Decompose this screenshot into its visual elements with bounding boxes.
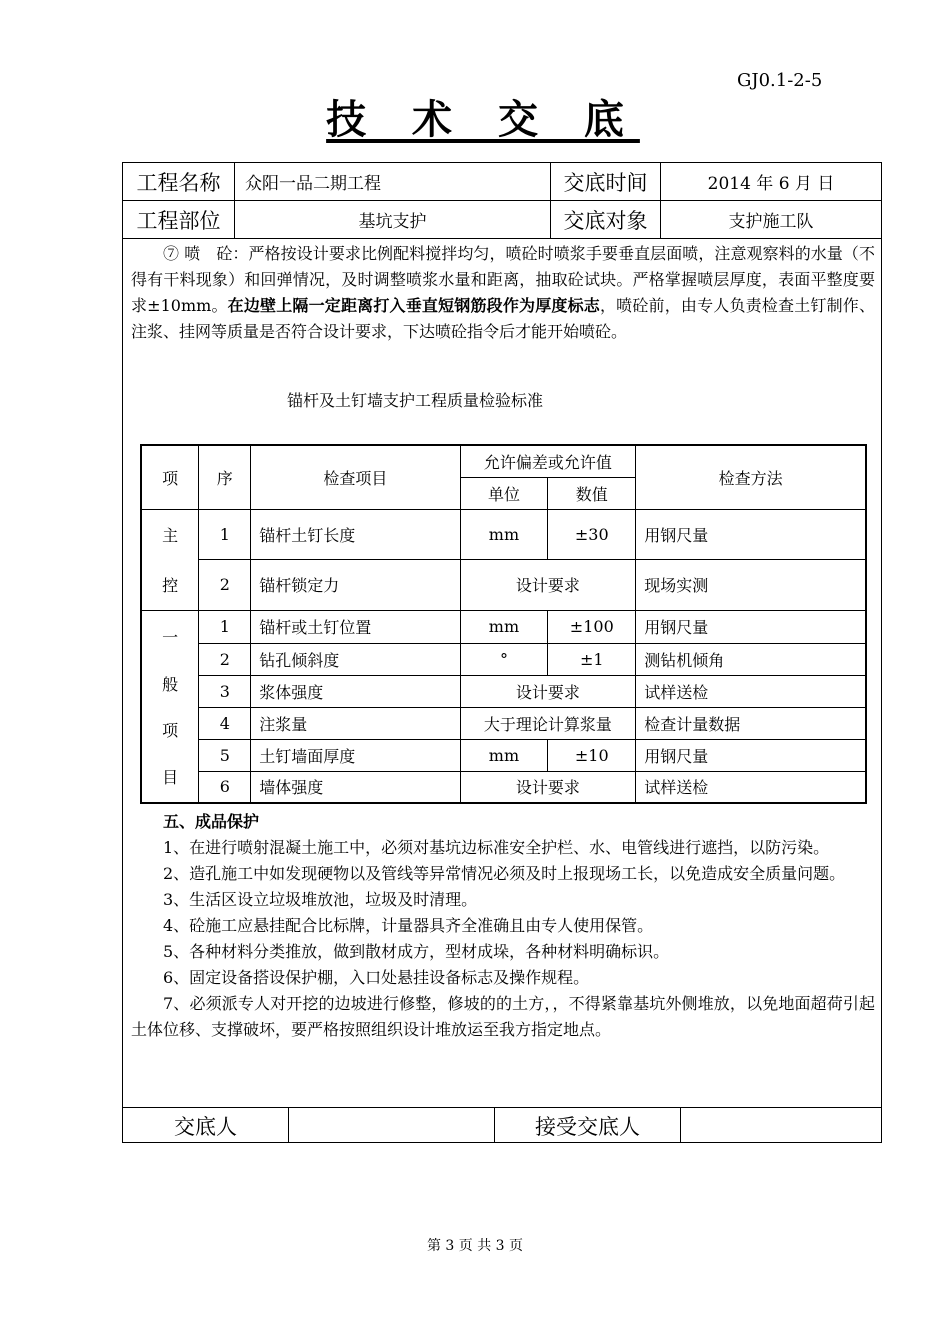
giver-signature-field[interactable] [289, 1108, 495, 1143]
row-seq: 3 [199, 675, 251, 707]
protection-item: 5、各种材料分类推放，做到散材成方，型材成垛，各种材料明确标识。 [163, 942, 670, 961]
row-seq: 4 [199, 707, 251, 739]
target-value: 支护施工队 [728, 212, 814, 232]
product-protection-section [131, 809, 875, 1043]
section-title: 五、成品保护 [163, 812, 260, 831]
table-row [141, 560, 866, 611]
row-value: ±10 [548, 739, 636, 771]
receiver-signature-field[interactable] [681, 1108, 881, 1143]
row-merged-value: 设计要求 [460, 675, 636, 707]
col-header-item: 项 [141, 445, 199, 509]
receiver-label: 接受交底人 [495, 1108, 681, 1143]
row-merged-value: 设计要求 [460, 771, 636, 803]
col-header-method: 检查方法 [636, 445, 866, 509]
row-item: 墙体强度 [251, 771, 460, 803]
group-char: 一 [162, 628, 179, 647]
row-method: 试样送检 [636, 675, 866, 707]
table-row [141, 675, 866, 707]
group-char: 主 [162, 526, 179, 545]
date-value: 2014 年 6 月 日 [707, 174, 835, 194]
col-header-value: 数值 [548, 477, 636, 509]
header-row-2 [123, 201, 881, 239]
row-seq: 1 [199, 610, 251, 643]
row-merged-value: 大于理论计算浆量 [460, 707, 636, 739]
group-char: 般 [162, 674, 179, 694]
title-text: 技 术 交 底 [326, 96, 640, 143]
row-item: 钻孔倾斜度 [251, 643, 460, 675]
row-value: ±30 [548, 509, 636, 560]
page-number: 第 3 页 共 3 页 [426, 1238, 524, 1254]
row-value: ±1 [548, 643, 636, 675]
part-value: 基坑支护 [235, 201, 551, 238]
col-header-check: 检查项目 [251, 445, 460, 509]
protection-item: 4、砼施工应悬挂配合比标牌，计量器具齐全准确且由专人使用保管。 [163, 916, 654, 935]
row-method: 检查计量数据 [636, 707, 866, 739]
group-char: 目 [162, 767, 179, 787]
signature-row [123, 1107, 881, 1143]
group-char: 控 [162, 576, 179, 595]
row-method: 现场实测 [636, 560, 866, 611]
row-item: 锚杆或土钉位置 [251, 610, 460, 643]
protection-item: 6、固定设备搭设保护棚，入口处悬挂设备标志及操作规程。 [163, 968, 590, 987]
row-item: 注浆量 [251, 707, 460, 739]
spray-text-2: ，喷砼前，由专人负责检查土钉制作、注浆、挂网等质量是否符合设计要求，下达喷砼指令后才能开始喷砼。 [131, 296, 875, 341]
row-seq: 1 [199, 509, 251, 560]
row-unit: mm [460, 509, 548, 560]
spray-text-bold: 在边壁上隔一定距离打入垂直短钢筋段作为厚度标志 [227, 296, 600, 315]
row-seq: 2 [199, 643, 251, 675]
protection-item: 3、生活区设立垃圾堆放池，垃圾及时清理。 [163, 890, 478, 909]
project-name-label: 工程名称 [123, 163, 235, 200]
row-unit: mm [460, 739, 548, 771]
row-method: 试样送检 [636, 771, 866, 803]
row-unit: mm [460, 610, 548, 643]
giver-label: 交底人 [123, 1108, 289, 1143]
col-header-unit: 单位 [460, 477, 548, 509]
protection-item: 7、必须派专人对开挖的边坡进行修整，修坡的的土方，，不得紧靠基坑外侧堆放，以免地面超荷引起土体位移、支撑破坏，要严格按照组织设计堆放运至我方指定地点。 [131, 994, 875, 1039]
row-value: ±100 [548, 610, 636, 643]
main-control-group [141, 509, 199, 610]
protection-item: 1、在进行喷射混凝土施工中，必须对基坑边标准安全护栏、水、电管线进行遮挡，以防污染。 [163, 838, 830, 857]
row-item: 土钉墙面厚度 [251, 739, 460, 771]
part-label: 工程部位 [123, 201, 235, 238]
protection-item: 2、造孔施工中如发现硬物以及管线等异常情况必须及时上报现场工长，以免造成安全质量问题。 [163, 864, 846, 883]
row-seq: 6 [199, 771, 251, 803]
document-code: GJ0.1-2-5 [737, 70, 823, 91]
col-header-seq: 序 [199, 445, 251, 509]
spray-concrete-paragraph [131, 241, 875, 345]
spray-text-1: ⑦ 喷 砼：严格按设计要求比例配料搅拌均匀，喷砼时喷浆手要垂直层面喷，注意观察料的水量（不得有干料现象）和回弹情况，及时调整喷浆水量和距离，抽取砼试块。严格掌握喷层厚度，表面平整度要求±10mm。 [131, 244, 875, 315]
general-group [141, 610, 199, 803]
header-row-1 [123, 163, 881, 201]
row-item: 锚杆土钉长度 [251, 509, 460, 560]
col-header-allow: 允许偏差或允许值 [460, 445, 636, 477]
row-method: 测钻机倾角 [636, 643, 866, 675]
group-char: 项 [162, 721, 179, 740]
table-row [141, 771, 866, 803]
project-name-value: 众阳一品二期工程 [235, 163, 551, 200]
row-unit: ° [460, 643, 548, 675]
row-seq: 5 [199, 739, 251, 771]
table-row [141, 643, 866, 675]
row-item: 锚杆锁定力 [251, 560, 460, 611]
table-row [141, 610, 866, 643]
table-header-row [141, 445, 866, 477]
row-method: 用钢尺量 [636, 610, 866, 643]
row-method: 用钢尺量 [636, 509, 866, 560]
table-caption: 锚杆及土钉墙支护工程质量检验标准 [287, 391, 544, 410]
disclosure-form [122, 162, 882, 1143]
row-item: 浆体强度 [251, 675, 460, 707]
date-label: 交底时间 [551, 163, 661, 200]
quality-standard-table [140, 444, 867, 804]
document-title [0, 88, 950, 145]
table-row [141, 739, 866, 771]
row-merged-value: 设计要求 [460, 560, 636, 611]
target-label: 交底对象 [551, 201, 661, 238]
table-row [141, 707, 866, 739]
row-seq: 2 [199, 560, 251, 611]
row-method: 用钢尺量 [636, 739, 866, 771]
table-row [141, 509, 866, 560]
